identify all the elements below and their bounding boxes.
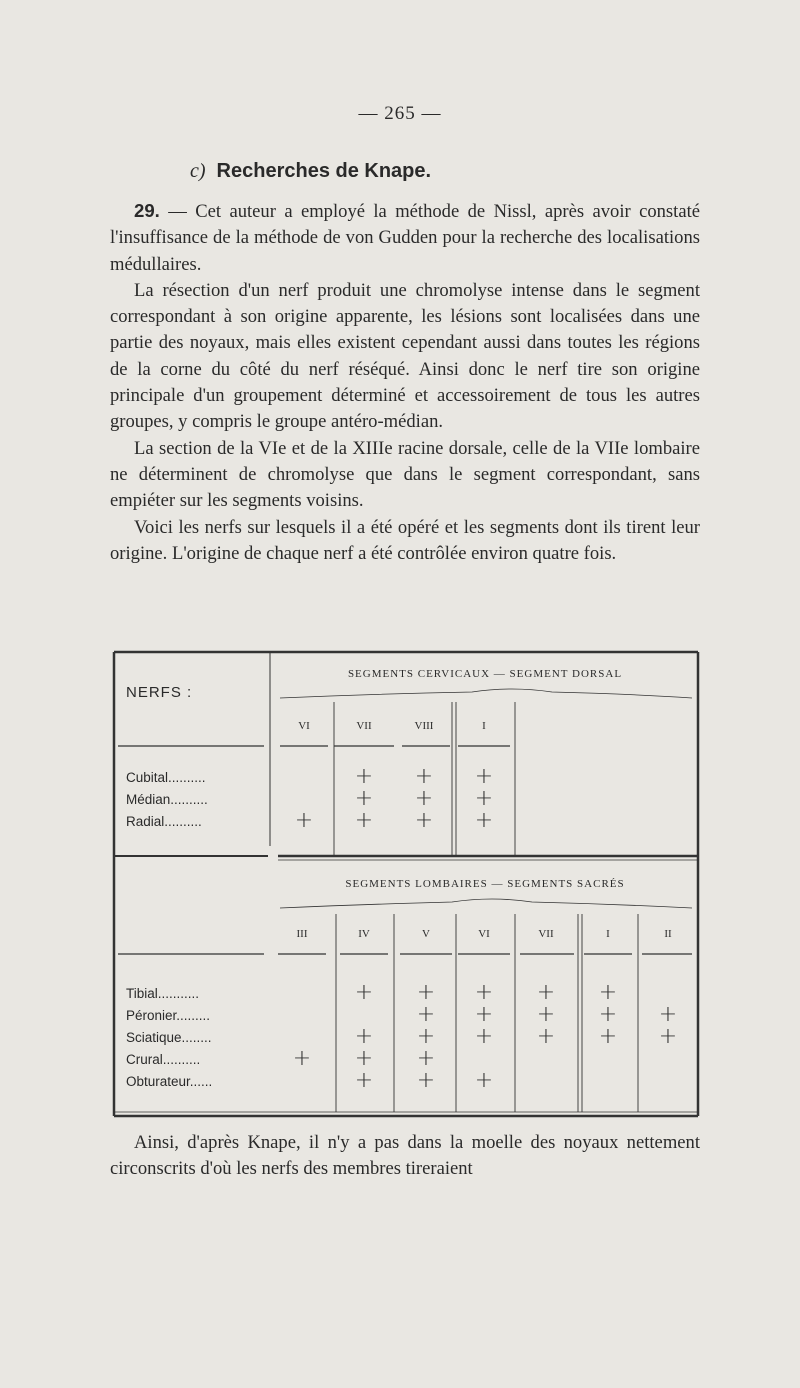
col-header: IV	[358, 928, 370, 940]
mark: +	[536, 1002, 556, 1027]
upper-group-header: SEGMENTS CERVICAUX — SEGMENT DORSAL	[347, 668, 623, 680]
paragraph: Ainsi, d'après Knape, il n'y a pas dans la moelle des noyaux nettement circonscrits d'où les nerfs des membres tireraient	[110, 1132, 700, 1180]
mark: +	[598, 980, 618, 1005]
mark: +	[292, 1046, 312, 1071]
mark: +	[414, 786, 434, 811]
mark: +	[354, 764, 374, 789]
mark: +	[354, 808, 374, 833]
col-header: I	[482, 720, 486, 732]
mark: +	[354, 1068, 374, 1093]
row-label: Obturateur......	[126, 1074, 213, 1089]
mark: +	[474, 808, 494, 833]
section-label: c)	[190, 160, 206, 182]
paragraph: Voici les nerfs sur lesquels il a été opéré et les segments dont ils tirent leur origine. L'origine de chaque nerf a été contrôlée environ quatre fois.	[110, 516, 700, 564]
mark: +	[474, 980, 494, 1005]
row-label: Médian..........	[126, 792, 208, 807]
col-header: V	[422, 928, 430, 940]
mark: +	[416, 1024, 436, 1049]
mark: +	[354, 786, 374, 811]
mark: +	[598, 1002, 618, 1027]
row-label: Sciatique........	[126, 1030, 212, 1045]
col-header: VII	[538, 928, 554, 940]
paragraph: La section de la VIe et de la XIIIe racine dorsale, celle de la VIIe lombaire ne déterminent de chromolyse que dans le segment correspondant, sans empiéter sur les segments voisins.	[110, 437, 700, 512]
col-header: II	[664, 928, 672, 940]
mark: +	[474, 764, 494, 789]
mark: +	[658, 1002, 678, 1027]
page-number: — 265 —	[358, 103, 442, 124]
mark: +	[354, 980, 374, 1005]
col-header: VI	[478, 928, 490, 940]
mark: +	[294, 808, 314, 833]
mark: +	[598, 1024, 618, 1049]
lower-group-header: SEGMENTS LOMBAIRES — SEGMENTS SACRÉS	[345, 878, 625, 890]
row-label: Crural..........	[126, 1052, 201, 1067]
row-label: Péronier.........	[126, 1008, 211, 1023]
mark: +	[536, 980, 556, 1005]
segments-table	[112, 646, 700, 1120]
mark: +	[354, 1046, 374, 1071]
mark: +	[416, 1068, 436, 1093]
mark: +	[658, 1024, 678, 1049]
mark: +	[474, 1002, 494, 1027]
mark: +	[536, 1024, 556, 1049]
mark: +	[474, 1068, 494, 1093]
paragraph: La résection d'un nerf produit une chromolyse intense dans le segment correspondant à son origine apparente, les lésions sont localisées dans une partie des noyaux, mais elles existent cependant aussi dans toutes les régions de la corne du côté du nerf réséqué. Ainsi donc le nerf tire son origine principale d'un groupement déterminé et accessoirement de tous les autres groupes, y compris le groupe antéro-médian.	[110, 279, 700, 433]
closing-text	[110, 1130, 700, 1183]
section-heading	[190, 160, 431, 183]
paragraph-number: 29.	[134, 200, 160, 221]
mark: +	[414, 808, 434, 833]
paragraph-29	[110, 198, 700, 278]
row-label: Cubital..........	[126, 770, 206, 785]
col-header: III	[296, 928, 308, 940]
row-label: Tibial...........	[126, 986, 200, 1001]
mark: +	[416, 1046, 436, 1071]
mark: +	[416, 1002, 436, 1027]
col-header: VI	[298, 720, 310, 732]
mark: +	[474, 1024, 494, 1049]
col-header: I	[606, 928, 610, 940]
col-header: VIII	[414, 720, 434, 732]
col-header: VII	[356, 720, 372, 732]
mark: +	[414, 764, 434, 789]
section-title: Recherches de Knape.	[216, 160, 432, 182]
body-text	[110, 198, 700, 567]
mark: +	[474, 786, 494, 811]
row-label: Radial..........	[126, 814, 202, 829]
mark: +	[354, 1024, 374, 1049]
nerfs-header: NERFS :	[126, 684, 193, 701]
paragraph-text: — Cet auteur a employé la méthode de Nissl, après avoir constaté l'insuffisance de la méthode de von Gudden pour la recherche des localisations médullaires.	[110, 201, 700, 275]
mark: +	[416, 980, 436, 1005]
